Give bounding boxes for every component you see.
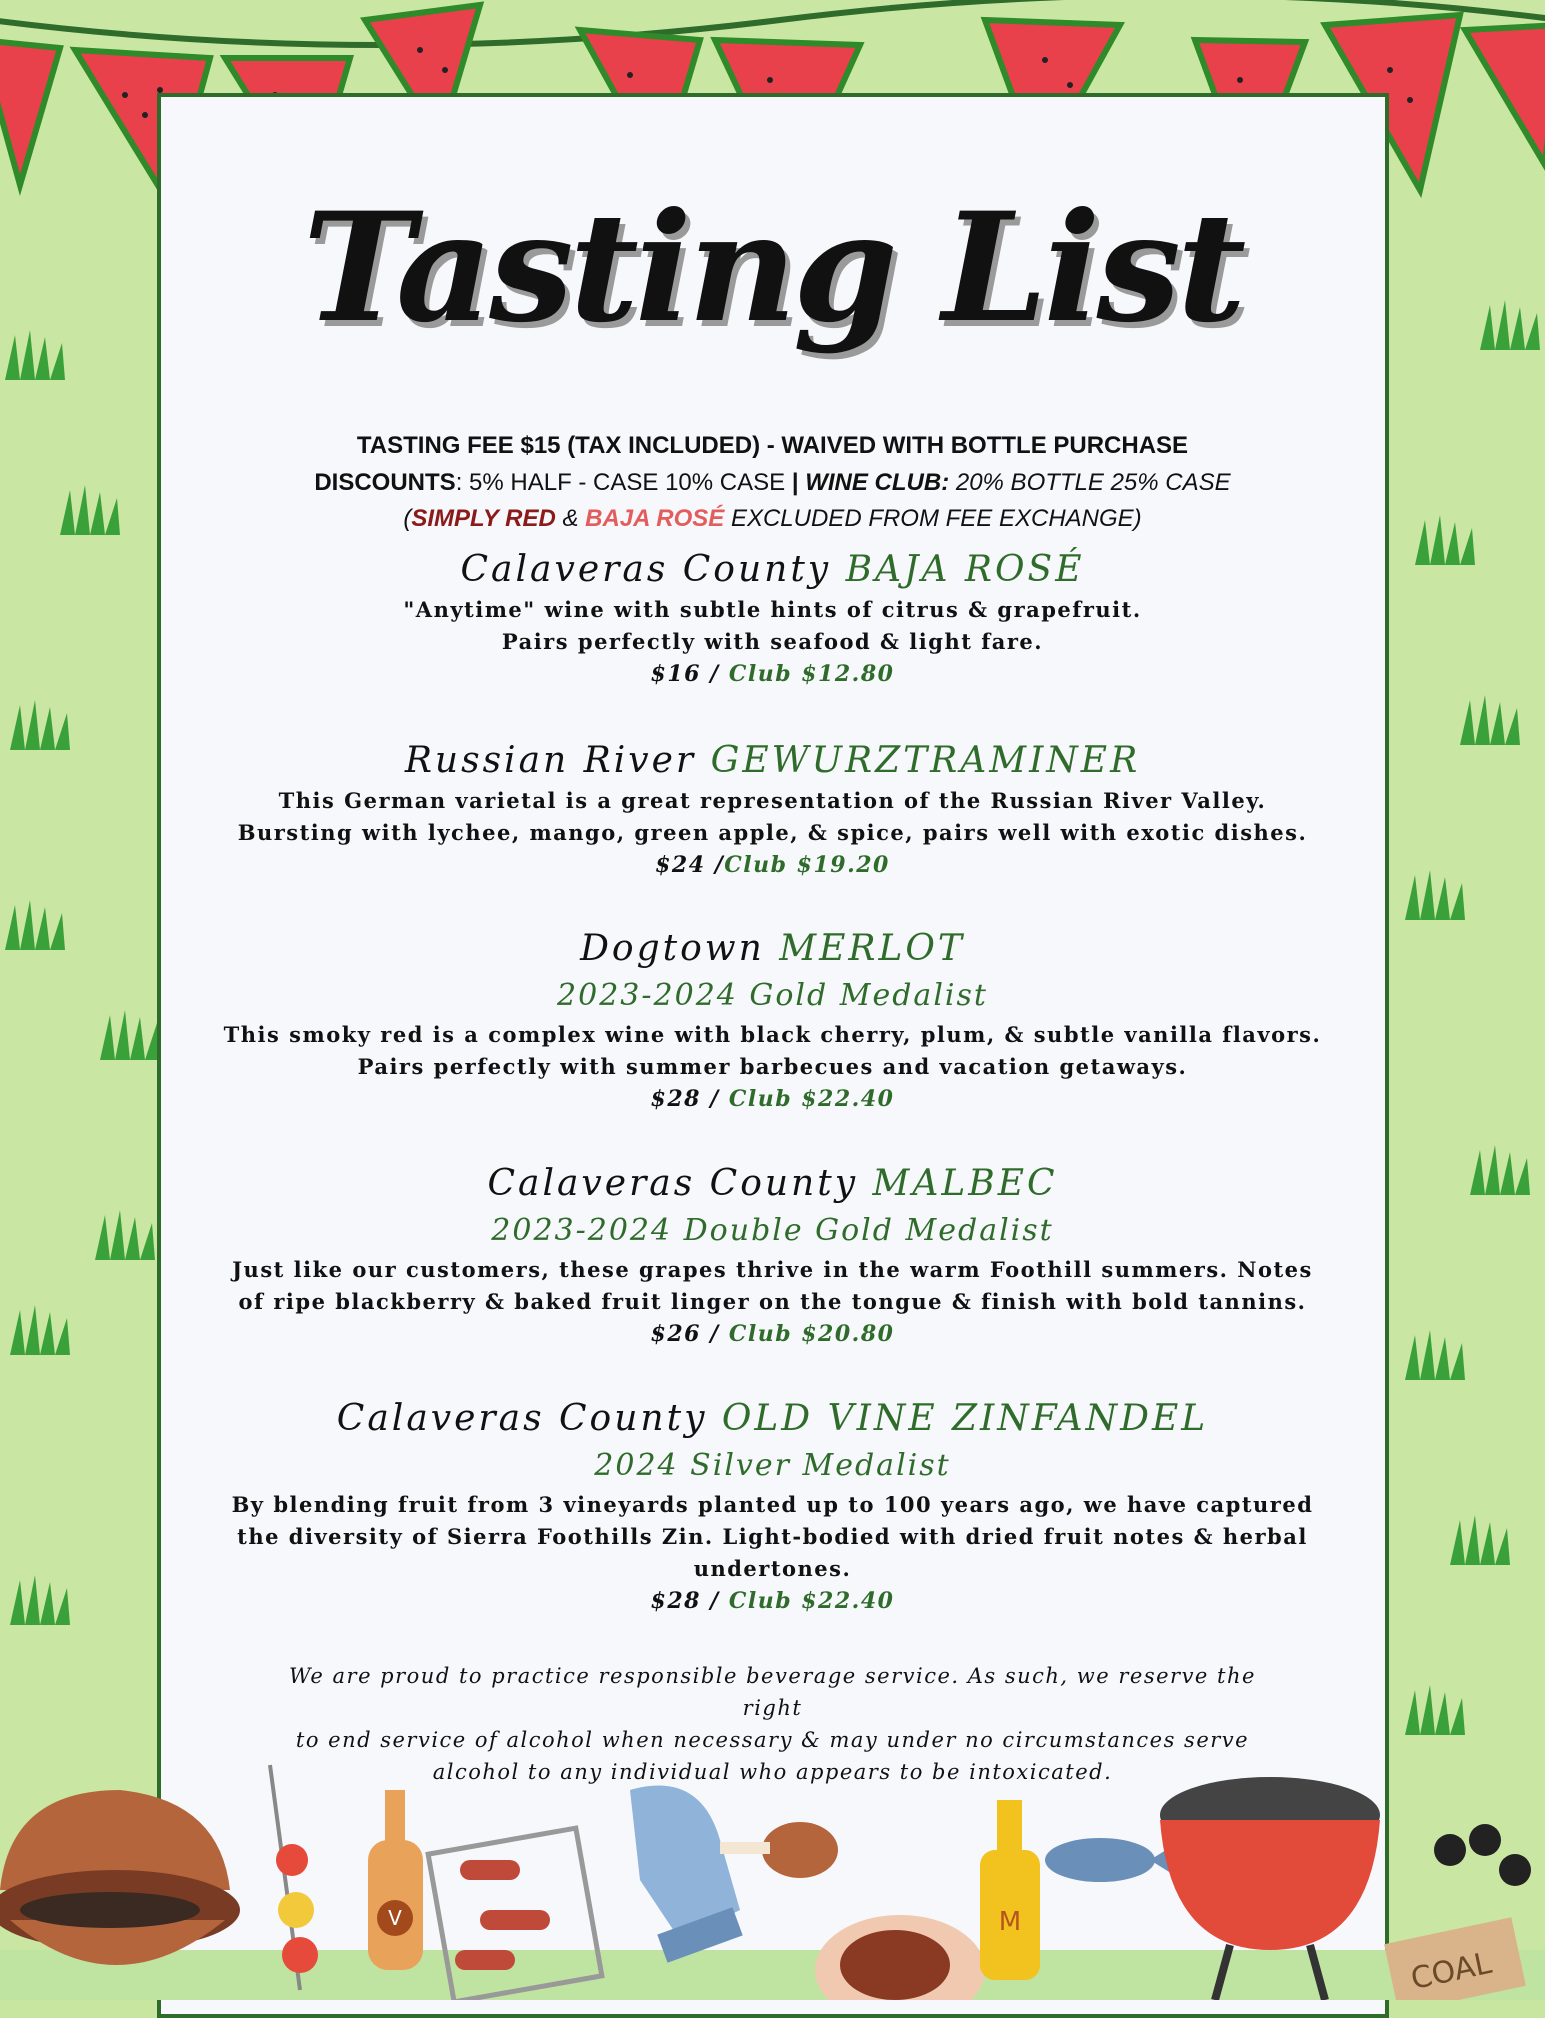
footer-line: We are proud to practice responsible beverage service. As such, we reserve the right [289,1664,1256,1720]
grass-icon [1400,1680,1470,1735]
wine-desc: By blending fruit from 3 vineyards planted up to 100 years ago, we have captured [231,1492,1314,1517]
wine-item [180,737,1365,881]
bottle-v-label: V [388,1906,402,1930]
drumstick-icon [720,1822,838,1878]
wine-heading [180,737,1365,785]
wine-price [180,1083,1365,1115]
grass-icon [55,480,125,535]
wine-heading [180,925,1365,973]
wine-region: Russian River [404,740,697,781]
excl-text: EXCLUDED FROM FEE EXCHANGE) [724,505,1142,532]
grass-icon [1400,1325,1470,1380]
wine-region: Calaveras County [487,1163,859,1204]
wine-region: Dogtown [580,928,765,969]
wine-desc: Just like our customers, these grapes thrive in the warm Foothill summers. Notes [232,1257,1313,1282]
wine-item [180,925,1365,1115]
wine-desc: Pairs perfectly with seafood & light fare. [501,629,1044,654]
club-price: Club $22.40 [728,1086,895,1112]
footer-line: alcohol to any individual who appears to be intoxicated. [432,1760,1113,1784]
wine-varietal: MALBEC [872,1163,1058,1204]
footer-line: to end service of alcohol when necessary & may under no circumstances serve [295,1728,1250,1752]
excl-open: ( [403,505,412,532]
wine-price [180,849,1365,881]
grass-icon [1455,690,1525,745]
steak-plate-icon [815,1915,985,2000]
wine-desc: Pairs perfectly with summer barbecues and vacation getaways. [357,1054,1188,1079]
bottle-m-label: M [998,1907,1022,1937]
retail-price: $24 / [655,852,725,878]
wine-item [180,1160,1365,1350]
grass-icon [95,1005,165,1060]
wine-region: Calaveras County [336,1398,708,1439]
wine-item [180,546,1365,690]
mustard-bottle-icon [980,1800,1040,1980]
retail-price: $26 / [650,1321,729,1347]
grass-icon [1445,1510,1515,1565]
grass-icon [1400,865,1470,920]
grass-icon [5,1300,75,1355]
wine-price [180,658,1365,690]
wine-desc: undertones. [693,1556,852,1581]
discounts-label: DISCOUNTS [314,469,456,496]
retail-price: $28 / [650,1086,729,1112]
tasting-fee: TASTING FEE $15 (TAX INCLUDED) - WAIVED WITH BOTTLE PURCHASE [356,432,1189,459]
wine-region: Calaveras County [460,549,832,590]
wine-desc: "Anytime" wine with subtle hints of citrus & grapefruit. [403,597,1142,622]
wine-heading [180,1160,1365,1208]
wine-club-label: WINE CLUB: [805,469,950,496]
excl-amp: & [555,505,586,532]
wine-varietal: OLD VINE ZINFANDEL [721,1398,1209,1439]
baja-rose: BAJA ROSÉ [585,505,725,532]
kettle-grill-icon [0,1790,240,1965]
club-price: Club $12.80 [728,661,895,687]
discounts-text: : 5% HALF - CASE 10% CASE [455,469,792,496]
wine-price [180,1585,1365,1617]
wine-varietal: GEWURZTRAMINER [710,740,1141,781]
bbq-illustration [0,1750,1545,2000]
wine-item [180,1395,1365,1617]
coal-label: COAL [1407,1945,1495,1997]
wine-heading [180,546,1365,594]
retail-price: $28 / [650,1588,729,1614]
simply-red: SIMPLY RED [411,505,556,532]
grass-icon [1410,510,1480,565]
wine-medal: 2023-2024 Double Gold Medalist [491,1213,1054,1248]
wine-varietal: MERLOT [779,928,965,969]
club-price: Club $22.40 [728,1588,895,1614]
coal-bag-icon [1384,1824,1531,2000]
wine-desc: Bursting with lychee, mango, green apple, & spice, pairs well with exotic dishes. [237,820,1308,845]
club-price: Club $20.80 [728,1321,895,1347]
wine-varietal: BAJA ROSÉ [845,549,1085,590]
wine-medal: 2023-2024 Gold Medalist [557,978,988,1013]
wine-desc: the diversity of Sierra Foothills Zin. Light-bodied with dried fruit notes & herbal [237,1524,1308,1549]
grass-icon [1465,1140,1535,1195]
wine-price [180,1318,1365,1350]
separator: | [791,469,799,496]
grass-icon [5,695,75,750]
wine-desc: of ripe blackberry & baked fruit linger on the tongue & finish with bold tannins. [238,1289,1307,1314]
page-title: Tasting List [302,180,1243,356]
wine-club-text: 20% BOTTLE 25% CASE [949,469,1231,496]
grass-icon [0,895,70,950]
oven-mitt-icon [630,1786,743,1963]
club-price: Club $19.20 [724,852,890,878]
sauce-bottle-icon [368,1790,423,1970]
wine-heading [180,1395,1365,1443]
wine-desc: This smoky red is a complex wine with black cherry, plum, & subtle vanilla flavors. [223,1022,1322,1047]
retail-price: $16 / [650,661,729,687]
grass-icon [90,1205,160,1260]
discounts-line [180,469,1365,497]
wine-desc: This German varietal is a great representation of the Russian River Valley. [278,788,1267,813]
exclusion-line [180,505,1365,533]
wine-medal: 2024 Silver Medalist [594,1448,951,1483]
grass-icon [5,1570,75,1625]
